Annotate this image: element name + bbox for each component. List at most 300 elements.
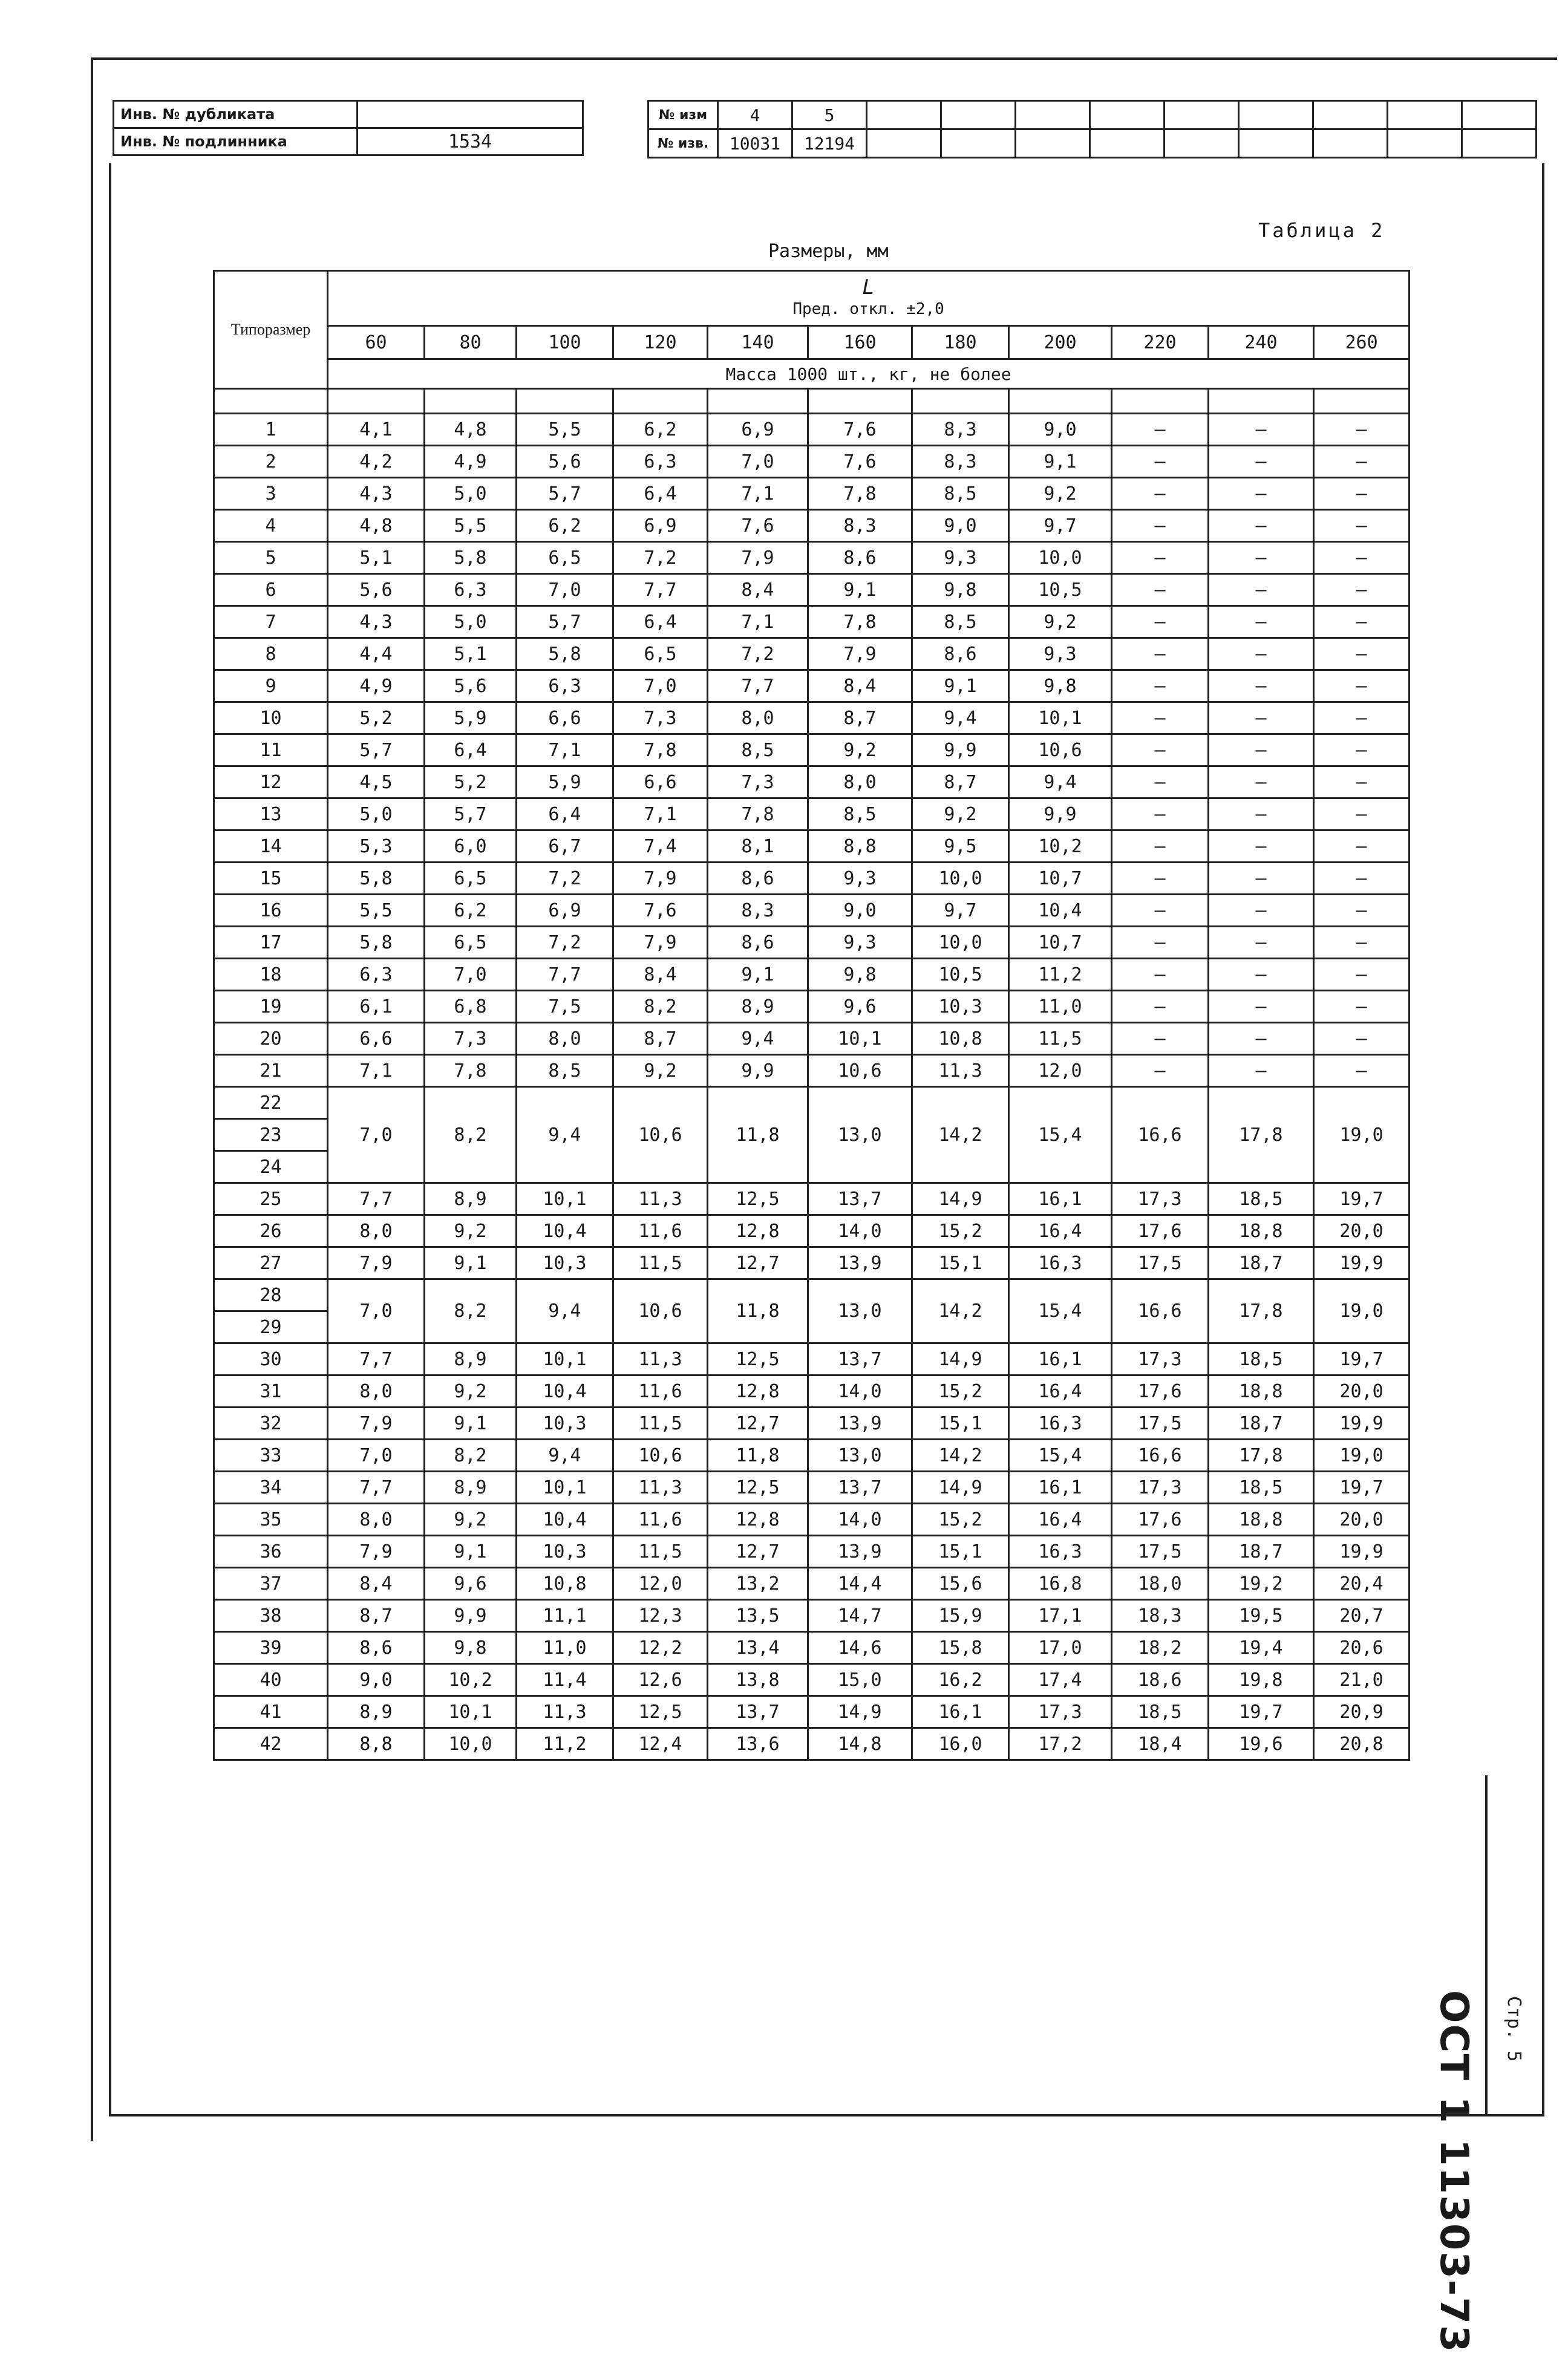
mass-cell: 10,7 [1009,863,1112,895]
mass-cell: 9,2 [425,1376,517,1408]
mass-cell: 13,6 [708,1728,808,1760]
mass-header: Масса 1000 шт., кг, не более [328,359,1410,389]
mass-cell: 9,8 [1009,670,1112,702]
row-label: 16 [214,895,328,927]
mass-cell: 13,7 [808,1343,912,1376]
mass-cell: 5,5 [328,895,425,927]
mass-cell: 12,8 [708,1215,808,1247]
mass-cell: 17,8 [1209,1440,1314,1472]
mass-cell: 6,4 [613,606,708,638]
mass-cell: 7,4 [613,831,708,863]
mass-cell: 7,7 [708,670,808,702]
mass-cell: 5,0 [425,478,517,510]
mass-cell: 19,0 [1314,1279,1410,1343]
mass-cell: 11,3 [613,1183,708,1215]
mass-cell: 10,0 [912,863,1009,895]
mass-cell: 7,2 [517,863,613,895]
row-label: 40 [214,1664,328,1696]
mass-cell: 4,3 [328,478,425,510]
mass-cell: 19,0 [1314,1087,1410,1183]
table-row [214,734,1410,766]
mass-cell: 12,2 [613,1632,708,1664]
mass-cell: 7,8 [425,1055,517,1087]
row-label: 4 [214,510,328,542]
notice-number-cell [1165,129,1239,158]
length-header [328,271,1410,326]
mass-cell: 17,3 [1112,1183,1209,1215]
mass-cell: 7,9 [808,638,912,670]
stamp-label: Инв. № подлинника [114,128,358,155]
mass-cell: – [1314,863,1410,895]
row-label: 17 [214,927,328,959]
mass-cell: – [1314,927,1410,959]
mass-cell: 10,3 [517,1408,613,1440]
mass-cell: 6,6 [517,702,613,734]
table-row [214,1087,1410,1119]
mass-cell: 8,9 [328,1696,425,1728]
mass-cell: 6,9 [517,895,613,927]
mass-cell: 16,4 [1009,1376,1112,1408]
table-row [214,863,1410,895]
revision-number-cell [867,101,941,129]
mass-cell: 5,1 [425,638,517,670]
mass-cell: 6,9 [613,510,708,542]
mass-cell: – [1209,895,1314,927]
mass-cell: 10,1 [517,1183,613,1215]
mass-cell: 10,6 [613,1087,708,1183]
spacer-cell [1209,389,1314,414]
mass-cell: 14,4 [808,1568,912,1600]
row-label: 15 [214,863,328,895]
mass-cell: 17,2 [1009,1728,1112,1760]
mass-cell: 9,0 [808,895,912,927]
row-label: 9 [214,670,328,702]
mass-cell: – [1112,606,1209,638]
table-row [214,638,1410,670]
table-row [214,1472,1410,1504]
mass-cell: 6,2 [425,895,517,927]
revision-number-label: № изм [648,101,718,129]
mass-cell: 8,0 [328,1504,425,1536]
mass-cell: – [1112,927,1209,959]
spacer-cell [1112,389,1209,414]
mass-cell: 18,3 [1112,1600,1209,1632]
mass-cell: 6,5 [425,863,517,895]
mass-cell: 11,1 [517,1600,613,1632]
mass-cell: 15,4 [1009,1279,1112,1343]
spacer-cell [808,389,912,414]
mass-cell: 20,0 [1314,1504,1410,1536]
row-label: 6 [214,574,328,606]
mass-cell: 14,9 [808,1696,912,1728]
mass-cell: 18,5 [1112,1696,1209,1728]
mass-cell: 7,7 [613,574,708,606]
row-label: 19 [214,991,328,1023]
table-row [214,895,1410,927]
mass-cell: – [1314,959,1410,991]
mass-cell: – [1209,638,1314,670]
row-label: 33 [214,1440,328,1472]
mass-cell: 9,6 [425,1568,517,1600]
mass-cell: 6,5 [517,542,613,574]
mass-cell: 6,3 [328,959,425,991]
mass-cell: 16,3 [1009,1247,1112,1279]
mass-cell: – [1112,1023,1209,1055]
mass-cell: 12,5 [613,1696,708,1728]
row-label: 41 [214,1696,328,1728]
mass-cell: 19,7 [1314,1472,1410,1504]
mass-cell: 7,0 [517,574,613,606]
mass-cell: 10,2 [425,1664,517,1696]
mass-cell: 9,8 [425,1632,517,1664]
mass-cell: 11,6 [613,1504,708,1536]
mass-cell: 20,0 [1314,1376,1410,1408]
mass-cell: 10,1 [808,1023,912,1055]
table-row [214,959,1410,991]
table-row [214,991,1410,1023]
mass-cell: 6,5 [425,927,517,959]
mass-cell: 10,4 [517,1215,613,1247]
mass-cell: 7,3 [613,702,708,734]
mass-cell: – [1112,702,1209,734]
mass-cell: 16,6 [1112,1087,1209,1183]
table-row [214,831,1410,863]
lengths-row [214,326,1410,359]
table-row [214,1183,1410,1215]
revision-number-cell [1239,101,1313,129]
mass-cell: 10,6 [808,1055,912,1087]
mass-cell: 9,9 [1009,798,1112,831]
mass-cell: 14,7 [808,1600,912,1632]
mass-cell: 6,1 [328,991,425,1023]
mass-cell: 8,0 [808,766,912,798]
mass-cell: 9,4 [517,1087,613,1183]
table-row [214,1664,1410,1696]
mass-cell: 12,7 [708,1247,808,1279]
mass-cell: 4,3 [328,606,425,638]
mass-cell: 7,1 [517,734,613,766]
row-label: 26 [214,1215,328,1247]
mass-cell: 9,6 [808,991,912,1023]
mass-cell: 19,2 [1209,1568,1314,1600]
mass-cell: 7,0 [328,1279,425,1343]
row-label: 34 [214,1472,328,1504]
mass-cell: – [1314,638,1410,670]
revision-number-cell [1313,101,1388,129]
revision-number-cell: 4 [718,101,792,129]
mass-cell: 14,0 [808,1215,912,1247]
mass-cell: 17,3 [1112,1343,1209,1376]
mass-cell: 7,3 [425,1023,517,1055]
mass-cell: 14,9 [912,1183,1009,1215]
mass-cell: 18,7 [1209,1247,1314,1279]
mass-cell: 16,6 [1112,1279,1209,1343]
mass-cell: 6,3 [613,446,708,478]
mass-cell: – [1314,831,1410,863]
spacer-cell [1314,389,1410,414]
mass-cell: 6,0 [425,831,517,863]
mass-cell: 9,4 [1009,766,1112,798]
row-label: 31 [214,1376,328,1408]
row-label: 8 [214,638,328,670]
mass-cell: 7,0 [328,1087,425,1183]
mass-cell: – [1209,1055,1314,1087]
table-row [214,927,1410,959]
stamp-row-duplicate [114,101,583,128]
mass-cell: 19,7 [1209,1696,1314,1728]
mass-cell: 9,1 [425,1536,517,1568]
mass-cell: 5,2 [425,766,517,798]
mass-cell: 13,4 [708,1632,808,1664]
mass-cell: 8,7 [912,766,1009,798]
mass-cell: 8,7 [613,1023,708,1055]
mass-cell: – [1112,670,1209,702]
mass-cell: – [1209,510,1314,542]
mass-cell: 7,2 [708,638,808,670]
mass-cell: 9,7 [1009,510,1112,542]
mass-cell: 19,5 [1209,1600,1314,1632]
mass-cell: 19,8 [1209,1664,1314,1696]
mass-cell: 13,7 [808,1472,912,1504]
mass-cell: – [1209,831,1314,863]
mass-cell: 10,0 [912,927,1009,959]
mass-cell: – [1209,1023,1314,1055]
mass-cell: 8,0 [328,1376,425,1408]
table-row [214,510,1410,542]
mass-cell: 16,2 [912,1664,1009,1696]
mass-cell: – [1112,510,1209,542]
mass-cell: 11,0 [1009,991,1112,1023]
mass-cell: 17,3 [1009,1696,1112,1728]
mass-cell: – [1314,895,1410,927]
table-row [214,1247,1410,1279]
mass-cell: – [1112,1055,1209,1087]
mass-cell: 19,0 [1314,1440,1410,1472]
mass-cell: 8,0 [328,1215,425,1247]
mass-cell: 9,0 [328,1664,425,1696]
mass-cell: 6,3 [425,574,517,606]
mass-cell: 10,1 [1009,702,1112,734]
stamp-value [358,101,583,128]
mass-cell: 7,0 [328,1440,425,1472]
revision-number-cell [1016,101,1090,129]
mass-cell: 20,6 [1314,1632,1410,1664]
mass-cell: – [1112,574,1209,606]
row-label: 1 [214,414,328,446]
mass-cell: 12,7 [708,1408,808,1440]
mass-cell: 14,2 [912,1440,1009,1472]
mass-cell: 7,5 [517,991,613,1023]
mass-cell: 8,0 [517,1023,613,1055]
mass-cell: 8,6 [328,1632,425,1664]
mass-cell: 14,2 [912,1087,1009,1183]
notice-number-cell [1239,129,1313,158]
mass-cell: 7,1 [708,478,808,510]
mass-cell: 5,1 [328,542,425,574]
mass-cell: 12,0 [1009,1055,1112,1087]
table-row [214,670,1410,702]
mass-cell: 5,2 [328,702,425,734]
row-label: 22 [214,1087,328,1119]
mass-cell: 10,2 [1009,831,1112,863]
row-label: 36 [214,1536,328,1568]
mass-cell: 9,1 [1009,446,1112,478]
mass-cell: 5,0 [425,606,517,638]
row-label: 25 [214,1183,328,1215]
mass-cell: 14,2 [912,1279,1009,1343]
mass-cell: 10,6 [1009,734,1112,766]
page-number: Стр. 5 [1503,1996,1524,2062]
mass-cell: 10,0 [1009,542,1112,574]
mass-cell: 7,6 [808,414,912,446]
mass-cell: 10,4 [1009,895,1112,927]
notice-number-cell [1462,129,1537,158]
mass-cell: 6,4 [613,478,708,510]
standard-code: ОСТ 1 11303-73 [1431,1990,1476,2353]
row-label: 37 [214,1568,328,1600]
mass-cell: 13,8 [708,1664,808,1696]
notice-number-cell: 12194 [792,129,867,158]
row-label: 2 [214,446,328,478]
mass-cell: 16,8 [1009,1568,1112,1600]
mass-cell: 15,9 [912,1600,1009,1632]
row-label: 11 [214,734,328,766]
mass-cell: 6,9 [708,414,808,446]
mass-cell: 5,8 [328,927,425,959]
mass-cell: – [1314,478,1410,510]
mass-cell: – [1314,1023,1410,1055]
mass-cell: 4,4 [328,638,425,670]
mass-cell: 4,8 [425,414,517,446]
notice-number-row [648,129,1537,158]
table-row [214,1376,1410,1408]
spacer-cell [613,389,708,414]
mass-cell: 14,0 [808,1376,912,1408]
mass-cell: 11,5 [613,1408,708,1440]
mass-cell: – [1209,798,1314,831]
table-row [214,702,1410,734]
mass-cell: 9,8 [808,959,912,991]
mass-cell: 15,6 [912,1568,1009,1600]
mass-cell: 10,4 [517,1376,613,1408]
mass-cell: 7,6 [708,510,808,542]
mass-cell: 15,0 [808,1664,912,1696]
mass-cell: 8,2 [425,1279,517,1343]
mass-cell: 8,4 [613,959,708,991]
mass-cell: – [1112,446,1209,478]
row-label: 5 [214,542,328,574]
mass-cell: – [1112,895,1209,927]
spacer-cell [912,389,1009,414]
length-column-header: 80 [425,326,517,359]
mass-cell: – [1209,574,1314,606]
mass-cell: 18,4 [1112,1728,1209,1760]
mass-cell: 18,7 [1209,1536,1314,1568]
mass-cell: 19,9 [1314,1247,1410,1279]
row-label: 35 [214,1504,328,1536]
mass-cell: 18,5 [1209,1472,1314,1504]
mass-cell: 13,7 [708,1696,808,1728]
mass-cell: 14,9 [912,1472,1009,1504]
mass-cell: 5,9 [425,702,517,734]
mass-cell: 18,5 [1209,1343,1314,1376]
mass-cell: 17,5 [1112,1408,1209,1440]
mass-cell: 8,5 [708,734,808,766]
mass-cell: 9,1 [425,1247,517,1279]
table-row [214,1440,1410,1472]
mass-cell: 17,0 [1009,1632,1112,1664]
notice-number-cell [1388,129,1462,158]
length-symbol: L [862,275,875,299]
mass-cell: 5,8 [425,542,517,574]
mass-cell: 7,7 [328,1343,425,1376]
mass-cell: 9,1 [912,670,1009,702]
row-label: 23 [214,1119,328,1151]
mass-cell: 18,0 [1112,1568,1209,1600]
mass-cell: 20,9 [1314,1696,1410,1728]
length-column-header: 60 [328,326,425,359]
length-column-header: 200 [1009,326,1112,359]
mass-cell: 19,4 [1209,1632,1314,1664]
mass-cell: 8,3 [912,414,1009,446]
mass-cell: 8,2 [425,1440,517,1472]
mass-cell: 9,0 [912,510,1009,542]
notice-number-cell: 10031 [718,129,792,158]
mass-cell: 8,3 [912,446,1009,478]
revision-number-cell [1165,101,1239,129]
stamp-value: 1534 [358,128,583,155]
mass-table [213,270,1410,1761]
mass-cell: 5,6 [328,574,425,606]
mass-cell: 14,8 [808,1728,912,1760]
table-row [214,1728,1410,1760]
mass-cell: 17,8 [1209,1087,1314,1183]
mass-cell: 13,9 [808,1247,912,1279]
mass-cell: 15,2 [912,1504,1009,1536]
mass-cell: 8,6 [808,542,912,574]
stamp-label: Инв. № дубликата [114,101,358,128]
mass-cell: 7,0 [708,446,808,478]
mass-cell: 18,6 [1112,1664,1209,1696]
mass-cell: 4,9 [425,446,517,478]
mass-cell: 8,8 [808,831,912,863]
mass-cell: 8,2 [613,991,708,1023]
mass-cell: 18,7 [1209,1408,1314,1440]
mass-cell: 9,3 [1009,638,1112,670]
mass-cell: – [1314,510,1410,542]
mass-cell: 11,3 [912,1055,1009,1087]
table-row [214,1215,1410,1247]
mass-cell: 19,6 [1209,1728,1314,1760]
side-divider [1485,1775,1488,2114]
mass-cell: 6,7 [517,831,613,863]
mass-cell: 7,9 [328,1408,425,1440]
mass-cell: – [1112,734,1209,766]
mass-cell: – [1209,414,1314,446]
mass-cell: 7,9 [708,542,808,574]
mass-cell: 7,9 [328,1536,425,1568]
mass-cell: 12,8 [708,1504,808,1536]
mass-cell: – [1112,863,1209,895]
mass-cell: – [1209,702,1314,734]
length-column-header: 260 [1314,326,1410,359]
mass-cell: 16,1 [912,1696,1009,1728]
row-label: 24 [214,1151,328,1183]
mass-cell: – [1314,446,1410,478]
row-label: 42 [214,1728,328,1760]
table-row [214,446,1410,478]
table-row [214,1279,1410,1311]
